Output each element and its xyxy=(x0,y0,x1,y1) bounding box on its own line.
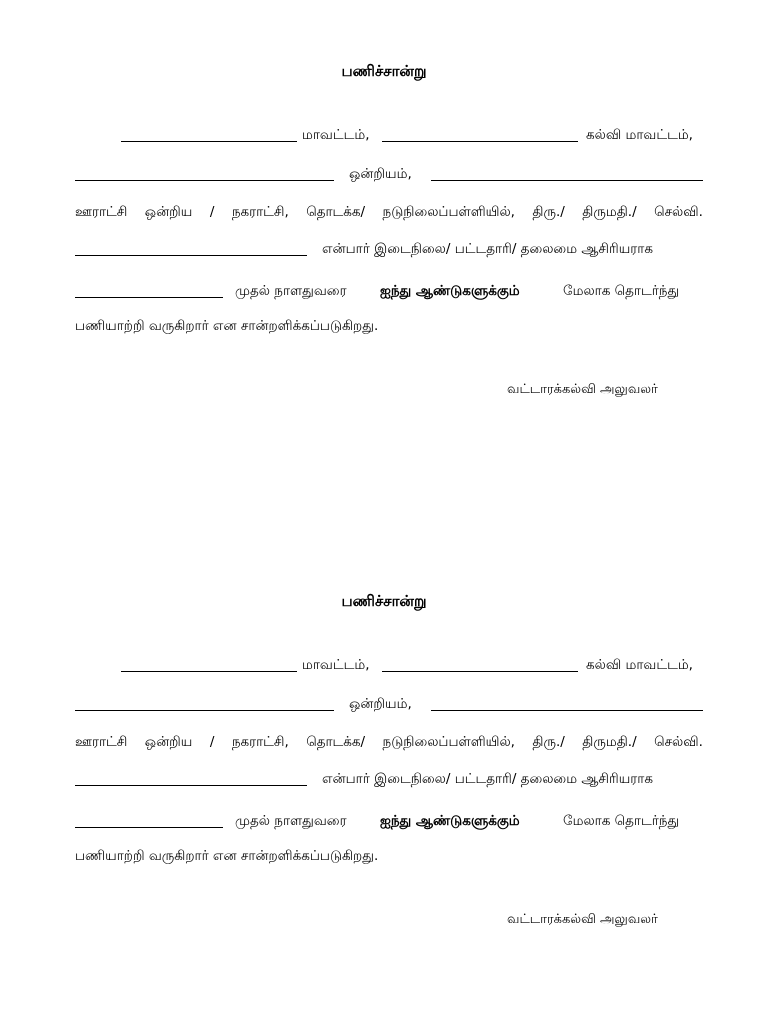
duration-text-b: மேலாக தொடர்ந்து xyxy=(563,283,680,299)
school-type-line xyxy=(75,201,703,223)
duration-text-b: மேலாக தொடர்ந்து xyxy=(563,813,680,829)
word: நகராட்சி, xyxy=(231,204,289,220)
union-line xyxy=(75,693,703,715)
word: / xyxy=(209,204,215,220)
district-label: மாவட்டம், xyxy=(302,657,370,673)
edu-district-label: கல்வி மாவட்டம், xyxy=(586,127,693,143)
word: திருமதி./ xyxy=(582,204,637,220)
union-line xyxy=(75,163,703,185)
word: ஊராட்சி xyxy=(75,204,128,220)
pre-union-blank xyxy=(75,710,334,711)
signature-label: வட்டாரக்கல்வி அலுவலர் xyxy=(507,382,658,397)
union-label: ஒன்றியம், xyxy=(349,696,412,712)
union-label: ஒன்றியம், xyxy=(349,166,412,182)
start-date-blank xyxy=(75,827,223,828)
signature-label: வட்டாரக்கல்வி அலுவலர் xyxy=(507,912,658,927)
certificate-1 xyxy=(0,0,768,480)
word: செல்வி. xyxy=(654,734,703,750)
certification-line xyxy=(75,845,703,867)
post-union-blank xyxy=(431,180,703,181)
duration-line xyxy=(75,810,703,832)
teacher-role-text: என்பார் இடைநிலை/ பட்டதாரி/ தலைமை ஆசிரியராக xyxy=(322,771,653,787)
duration-text-a: முதல் நாளதுவரை xyxy=(235,283,347,299)
teacher-name-blank xyxy=(75,785,307,786)
teacher-role-text: என்பார் இடைநிலை/ பட்டதாரி/ தலைமை ஆசிரியராக xyxy=(322,241,653,257)
word: நடுநிலைப்பள்ளியில், xyxy=(382,204,515,220)
word: செல்வி. xyxy=(654,204,703,220)
duration-bold-text: ஐந்து ஆண்டுகளுக்கும் xyxy=(380,813,520,829)
certification-text: பணியாற்றி வருகிறார் என சான்றளிக்கப்படுகிறது. xyxy=(75,318,379,334)
word: திரு./ xyxy=(532,734,565,750)
school-type-line xyxy=(75,731,703,753)
word: / xyxy=(209,734,215,750)
word: ஒன்றிய xyxy=(144,204,193,220)
start-date-blank xyxy=(75,297,223,298)
district-blank xyxy=(121,671,297,672)
district-blank xyxy=(121,141,297,142)
district-label: மாவட்டம், xyxy=(302,127,370,143)
word: ஊராட்சி xyxy=(75,734,128,750)
word: திருமதி./ xyxy=(582,734,637,750)
post-union-blank xyxy=(431,710,703,711)
duration-line xyxy=(75,280,703,302)
teacher-line xyxy=(75,238,703,260)
pre-union-blank xyxy=(75,180,334,181)
word: திரு./ xyxy=(532,204,565,220)
word: தொடக்க/ xyxy=(306,204,366,220)
word: நடுநிலைப்பள்ளியில், xyxy=(382,734,515,750)
certification-line xyxy=(75,315,703,337)
word: ஒன்றிய xyxy=(144,734,193,750)
duration-bold-text: ஐந்து ஆண்டுகளுக்கும் xyxy=(380,283,520,299)
word: தொடக்க/ xyxy=(306,734,366,750)
edu-district-label: கல்வி மாவட்டம், xyxy=(586,657,693,673)
edu-district-blank xyxy=(382,671,578,672)
district-line xyxy=(75,654,703,676)
duration-text-a: முதல் நாளதுவரை xyxy=(235,813,347,829)
teacher-line xyxy=(75,768,703,790)
certificate-2 xyxy=(0,530,768,1010)
certification-text: பணியாற்றி வருகிறார் என சான்றளிக்கப்படுகிறது. xyxy=(75,848,379,864)
certificate-title: பணிச்சான்று xyxy=(341,62,427,80)
district-line xyxy=(75,124,703,146)
word: நகராட்சி, xyxy=(231,734,289,750)
edu-district-blank xyxy=(382,141,578,142)
certificate-title: பணிச்சான்று xyxy=(341,592,427,610)
teacher-name-blank xyxy=(75,255,307,256)
